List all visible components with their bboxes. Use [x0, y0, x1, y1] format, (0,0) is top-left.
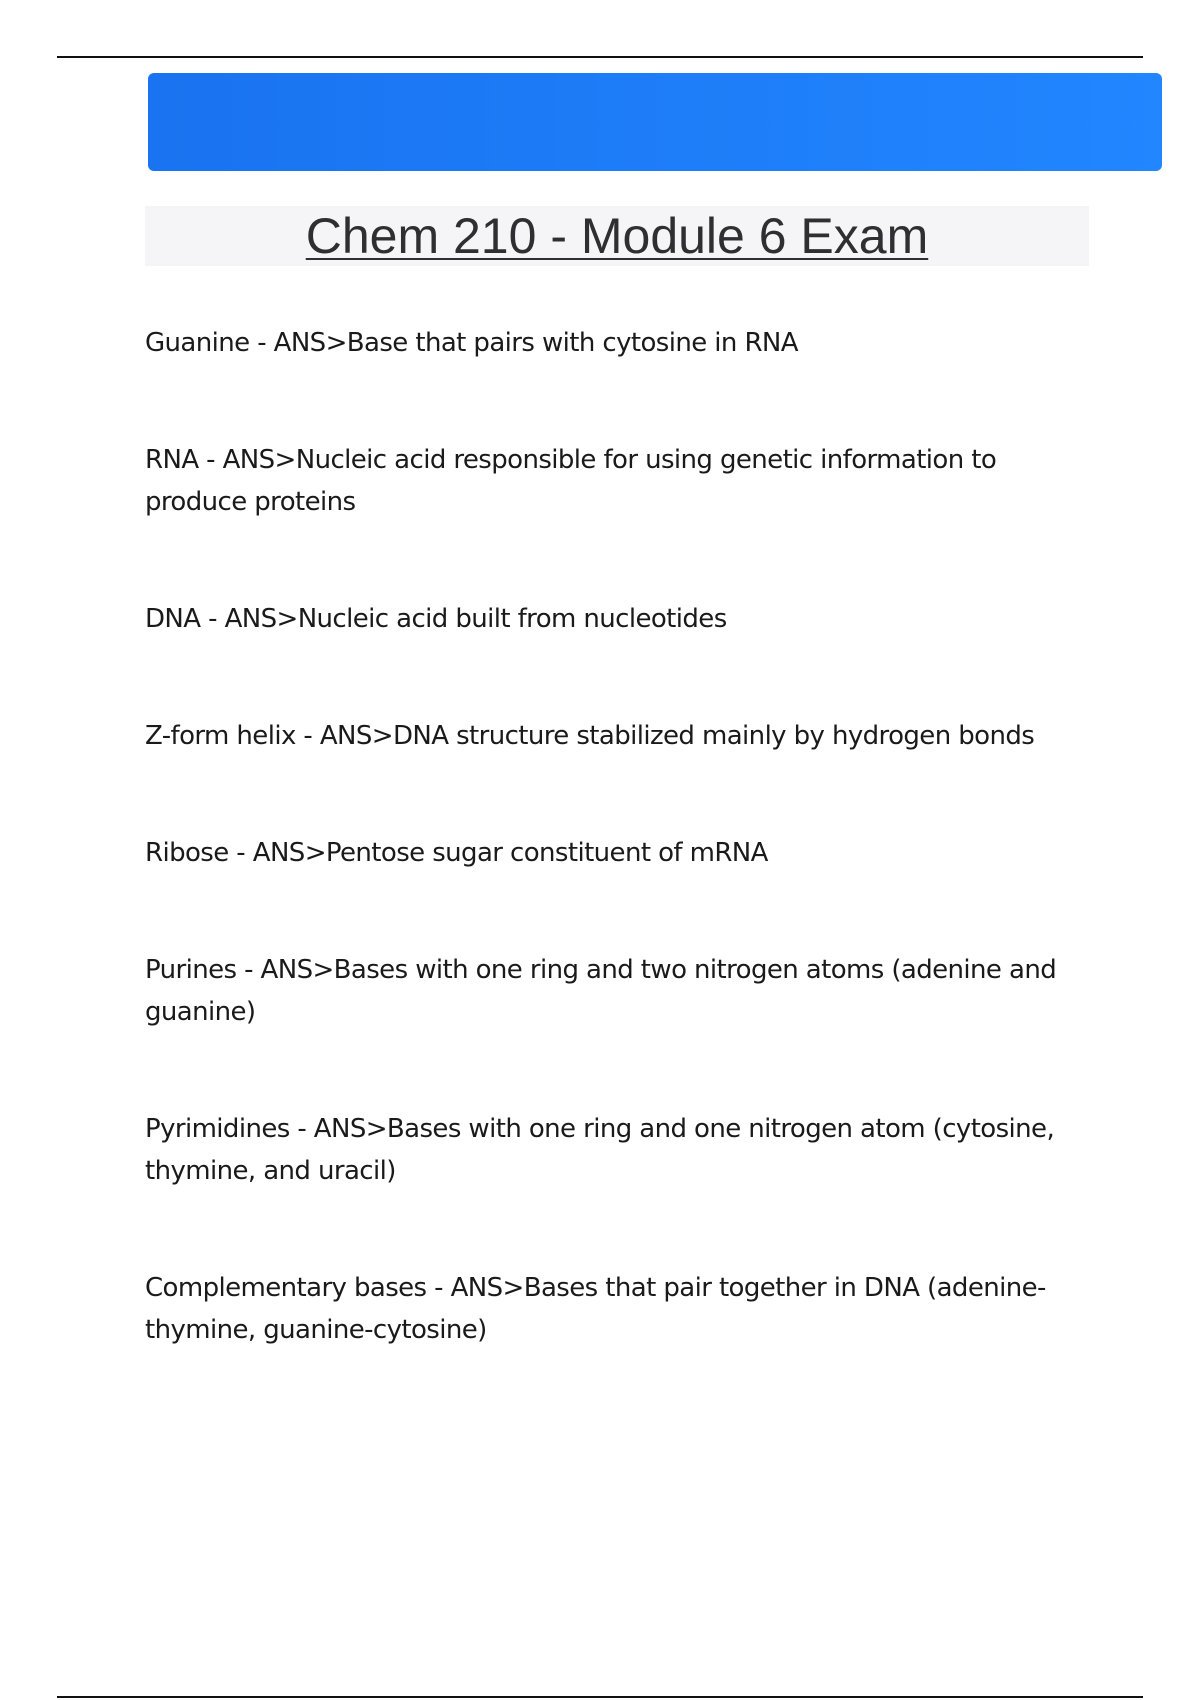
qa-entry-rna: RNA - ANS>Nucleic acid responsible for using genetic information to produce proteins [145, 445, 997, 517]
qa-entry-guanine: Guanine - ANS>Base that pairs with cytosine in RNA [145, 328, 798, 358]
qa-entry-ribose: Ribose - ANS>Pentose sugar constituent of mRNA [145, 838, 768, 868]
top-rule [57, 56, 1143, 58]
header-banner [148, 73, 1162, 171]
document-title: Chem 210 - Module 6 Exam [305, 208, 929, 264]
qa-list [145, 322, 1095, 1426]
title-box [145, 206, 1089, 266]
qa-entry-z-form-helix: Z-form helix - ANS>DNA structure stabilized mainly by hydrogen bonds [145, 721, 1035, 751]
qa-entry-complementary-bases: Complementary bases - ANS>Bases that pair together in DNA (adenine-thymine, guanine-cytosine) [145, 1273, 1046, 1345]
qa-entry-pyrimidines: Pyrimidines - ANS>Bases with one ring and one nitrogen atom (cytosine, thymine, and uracil) [145, 1114, 1055, 1186]
bottom-rule [57, 1696, 1143, 1698]
qa-entry-dna: DNA - ANS>Nucleic acid built from nucleotides [145, 604, 727, 634]
qa-entry-purines: Purines - ANS>Bases with one ring and two nitrogen atoms (adenine and guanine) [145, 955, 1057, 1027]
